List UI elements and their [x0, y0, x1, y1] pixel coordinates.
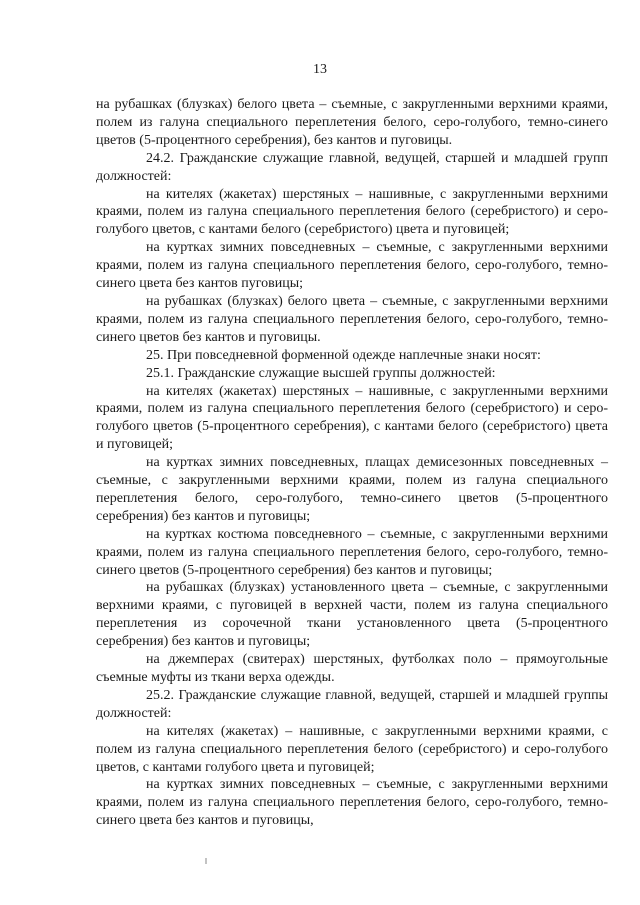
paragraph: на джемперах (свитерах) шерстяных, футболках поло – прямоугольные съемные муфты из ткани верха одежды. [96, 652, 608, 685]
section-heading-25-1: 25.1. Гражданские служащие высшей группы должностей: [146, 365, 496, 381]
paragraph: на кителях (жакетах) – нашивные, с закругленными верхними краями, с полем из галуна специального переплетения белого (серебристого) и серо-голубого цветов, с кантами голубого цвета и пуговицей; [96, 723, 608, 775]
paragraph: на куртках костюма повседневного – съемные, с закругленными верхними краями, полем из галуна специального переплетения белого, серо-голубого, темно-синего цветов (5-процентного серебрения) без кантов и пуговицы; [96, 526, 608, 578]
section-heading-24-2: 24.2. Гражданские служащие главной, ведущей, старшей и младшей групп должностей: [96, 150, 608, 184]
page-number: 13 [313, 62, 327, 77]
paragraph: на куртках зимних повседневных, плащах демисезонных повседневных – съемные, с закругленными верхними краями, полем из галуна специального переплетения белого, серо-голубого, темно-синего цветов (5-процентного серебрения) без кантов и пуговицы; [96, 455, 608, 524]
paragraph: на куртках зимних повседневных – съемные, с закругленными верхними краями, полем из галуна специального переплетения белого, серо-голубого, темно-синего цвета без кантов и пуговицы, [96, 777, 608, 829]
paragraph: на кителях (жакетах) шерстяных – нашивные, с закругленными верхними краями, полем из галуна специального переплетения белого (серебристого) и серо-голубого цветов (5-процентного серебрения), с кантами белого (серебристого) цвета и пуговицей; [96, 383, 608, 453]
paragraph: на куртках зимних повседневных – съемные, с закругленными верхними краями, полем из галуна специального переплетения белого, серо-голубого, темно-синего цвета без кантов пуговицы; [96, 240, 608, 292]
scan-artifact [205, 858, 207, 864]
paragraph: на рубашках (блузках) установленного цвета – съемные, с закругленными верхними краями, с пуговицей в верхней части, полем из галуна специального переплетения из сорочечной ткани установленного цвета (5-процентного серебрения) без кантов и пуговицы; [96, 580, 608, 650]
paragraph: на кителях (жакетах) шерстяных – нашивные, с закругленными верхними краями, полем из галуна специального переплетения белого (серебристого) и серо-голубого цветов, с кантами белого (серебристого) цвета и пуговицей; [96, 186, 608, 238]
paragraph: на рубашках (блузках) белого цвета – съемные, с закругленными верхними краями, полем из галуна специального переплетения белого, серо-голубого, темно-синего цветов без кантов и пуговицы. [96, 293, 608, 345]
document-body [96, 96, 608, 830]
section-heading-25-2: 25.2. Гражданские служащие главной, ведущей, старшей и младшей группы должностей: [96, 687, 608, 721]
paragraph-continuation: на рубашках (блузках) белого цвета – съемные, с закругленными верхними краями, полем из галуна специального переплетения белого, серо-голубого, темно-синего цветов (5-процентного серебрения), без кантов и пуговицы. [96, 97, 608, 148]
section-heading-25: 25. При повседневной форменной одежде наплечные знаки носят: [146, 347, 541, 363]
